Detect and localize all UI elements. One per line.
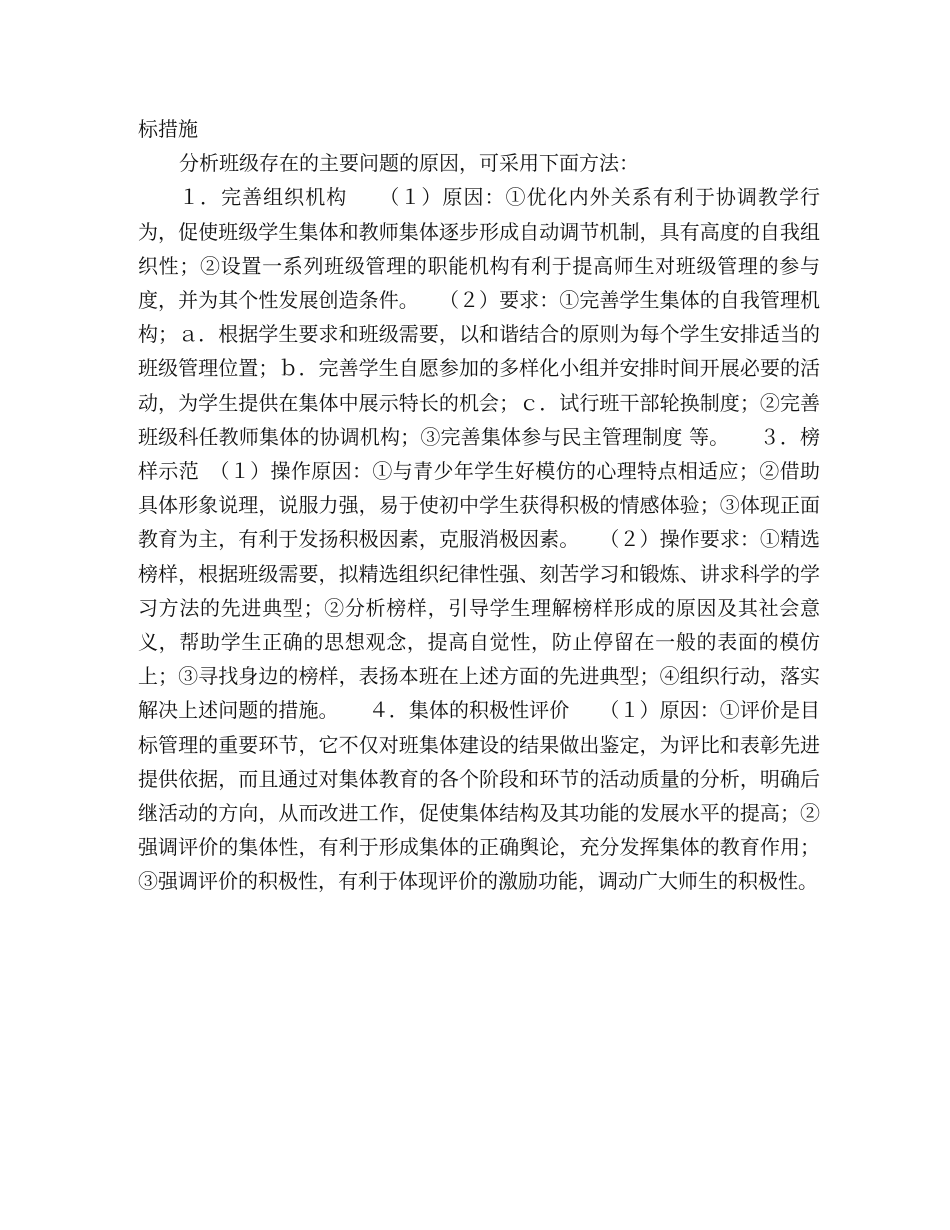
- paragraph-heading-continuation: 标措施: [138, 117, 198, 141]
- paragraph-analysis-intro: 分析班级存在的主要问题的原因，可采用下面方法：: [179, 151, 639, 176]
- paragraph-main-body: １．完善组织机构 （１）原因：①优化内外关系有利于协调教学行为，促使班级学生集体和教师集体逐步形成自动调节机制，具有高度的自我组织性；②设置一系列班级管理的职能机构有利于提高师生对班级管理的参与度，并为其个性发展创造条件。 （２）要求：①完善学生集体的自我管理机构；ａ．根据学生要求和班级需要，以和谐结合的原则为每个学生安排适当的班级管理位置；ｂ．完善学生自愿参加的多样化小组并安排时间开展必要的活动，为学生提供在集体中展示特长的机会；ｃ．试行班干部轮换制度；②完善班级科任教师集体的协调机构；③完善集体参与民主管理制度 等。 ３．榜样示范 （１）操作原因：①与青少年学生好模仿的心理特点相适应；②借助具体形象说理，说服力强，易于使初中学生获得积极的情感体验；③体现正面教育为主，有利于发扬积极因素，克服消极因素。 （２）操作要求：①精选榜样，根据班级需要，拟精选组织纪律性强、刻苦学习和锻炼、讲求科学的学习方法的先进典型；②分析榜样，引导学生理解榜样形成的原因及其社会意义，帮助学生正确的思想观念，提高自觉性，防止停留在一般的表面的模仿上；③寻找身边的榜样，表扬本班在上述方面的先进典型；④组织行动，落实解决上述问题的措施。 ４．集体的积极性评价 （１）原因：①评价是目标管理的重要环节，它不仅对班集体建设的结果做出鉴定，为评比和表彰先进提供依据，而且通过对集体教育的各个阶段和环节的活动质量的分析，明确后继活动的方向，从而改进工作，促使集体结构及其功能的发展水平的提高；②强调评价的集体性，有利于形成集体的正确舆论，充分发挥集体的教育作用；③强调评价的积极性，有利于体现评价的激励功能，调动广大师生的积极性。: [138, 185, 820, 894]
- document-page: [138, 112, 820, 899]
